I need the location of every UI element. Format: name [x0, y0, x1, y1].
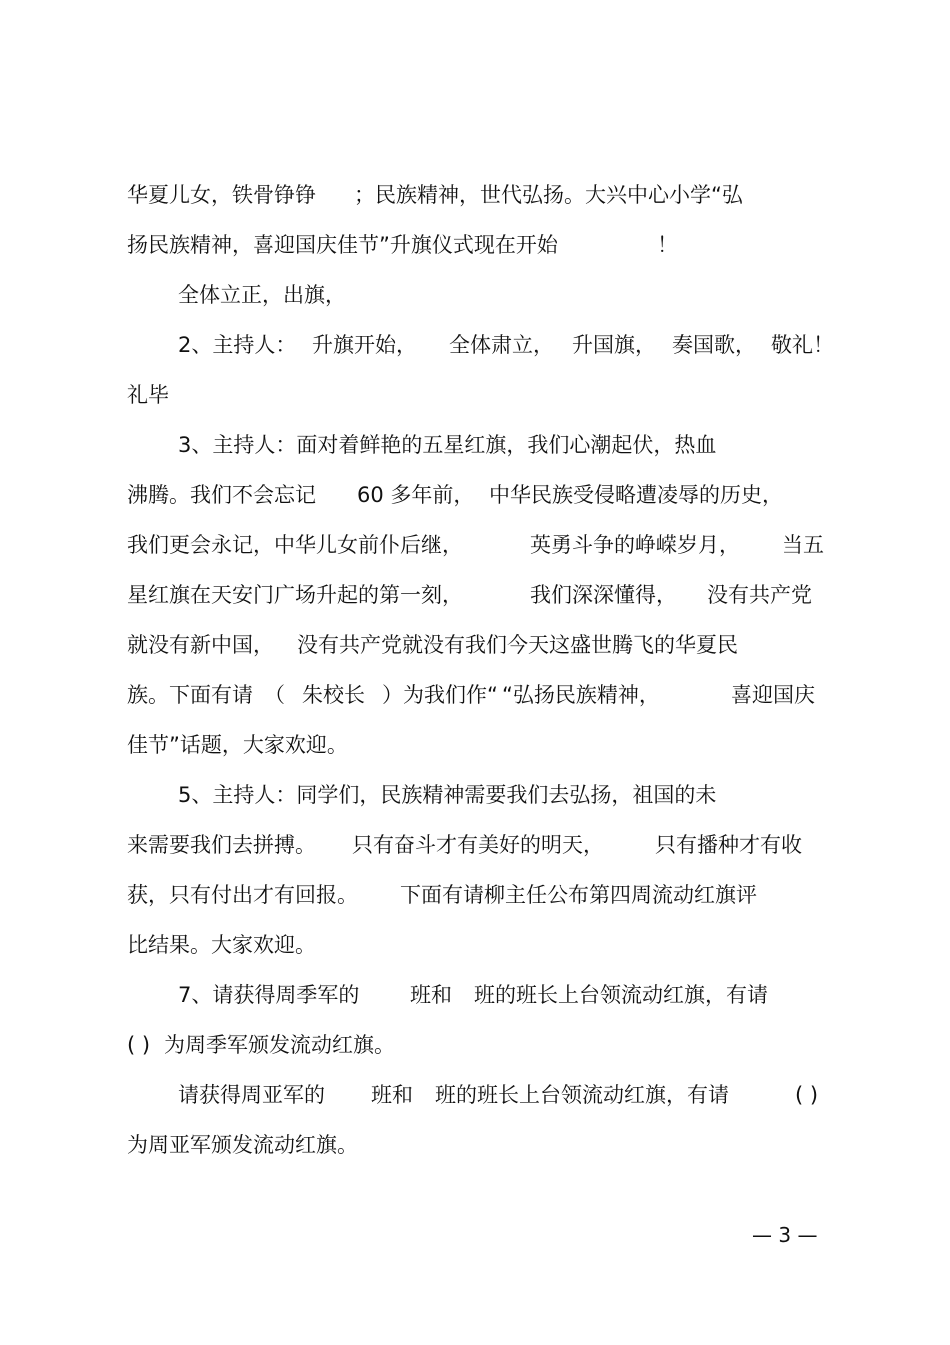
- text-line-9: [0, 580, 950, 610]
- text-line-15: [0, 880, 950, 910]
- text-segment: 班的班长上台领流动红旗，有请: [435, 1083, 729, 1107]
- text-segment: 来需要我们去拼搏。: [127, 833, 316, 857]
- text-segment: 当五: [782, 533, 824, 557]
- text-line-17: [0, 980, 950, 1010]
- text-line-12: [0, 730, 950, 760]
- text-segment: 班和: [371, 1083, 413, 1107]
- text-segment: 7、请获得周季军的: [178, 983, 360, 1007]
- text-line-14: [0, 830, 950, 860]
- text-line-7: [0, 480, 950, 510]
- text-line-4: [0, 330, 950, 360]
- text-line-11: [0, 680, 950, 710]
- text-segment: 请获得周亚军的: [178, 1083, 325, 1107]
- text-line-6: [0, 430, 950, 460]
- text-segment: 3、主持人：面对着鲜艳的五星红旗，我们心潮起伏，热血: [178, 433, 717, 457]
- text-segment: 2、主持人：: [178, 333, 297, 357]
- text-segment: ）为我们作“: [382, 683, 498, 707]
- page-number: — 3 —: [752, 1223, 818, 1247]
- text-line-10: [0, 630, 950, 660]
- text-line-20: [0, 1130, 950, 1160]
- text-segment: 中华民族受侵略遭凌辱的历史，: [489, 483, 783, 507]
- text-segment: 华夏儿女，铁骨铮铮: [127, 183, 316, 207]
- text-segment: ( ): [127, 1033, 151, 1057]
- text-segment: （: [264, 683, 285, 707]
- text-segment: 班的班长上台领流动红旗，有请: [474, 983, 768, 1007]
- text-segment: 班和: [410, 983, 452, 1007]
- text-segment: 我们深深懂得，: [530, 583, 677, 607]
- text-segment: 扬民族精神，喜迎国庆佳节”升旗仪式现在开始: [127, 233, 558, 257]
- text-line-18: [0, 1030, 950, 1060]
- text-line-16: [0, 930, 950, 960]
- text-segment: 族。下面有请: [127, 683, 253, 707]
- text-segment: 下面有请柳主任公布第四周流动红旗评: [400, 883, 757, 907]
- text-segment: “弘扬民族精神，: [502, 683, 660, 707]
- text-segment: 比结果。大家欢迎。: [127, 933, 316, 957]
- text-segment: 沸腾。我们不会忘记: [127, 483, 316, 507]
- text-segment: ( ): [795, 1083, 819, 1107]
- text-segment: 为周亚军颁发流动红旗。: [127, 1133, 358, 1157]
- text-line-2: [0, 230, 950, 260]
- text-segment: 获，只有付出才有回报。: [127, 883, 358, 907]
- text-segment: ；民族精神，世代弘扬。大兴中心小学“弘: [354, 183, 743, 207]
- text-segment: 朱校长: [302, 683, 365, 707]
- text-segment: 为周季军颁发流动红旗。: [164, 1033, 395, 1057]
- text-line-13: [0, 780, 950, 810]
- text-segment: 敬礼！: [771, 333, 834, 357]
- text-line-5: [0, 380, 950, 410]
- text-segment: ！: [657, 233, 678, 257]
- text-segment: 喜迎国庆: [731, 683, 815, 707]
- text-segment: 全体肃立，: [449, 333, 554, 357]
- text-segment: 升旗开始，: [312, 333, 417, 357]
- text-segment: 5、主持人：同学们，民族精神需要我们去弘扬，祖国的未: [178, 783, 717, 807]
- text-line-19: [0, 1080, 950, 1110]
- text-segment: 奏国歌，: [672, 333, 756, 357]
- text-line-1: [0, 180, 950, 210]
- text-segment: 60 多年前，: [357, 483, 475, 507]
- text-segment: 没有共产党就没有我们今天这盛世腾飞的华夏民: [297, 633, 738, 657]
- text-segment: 只有播种才有收: [655, 833, 802, 857]
- text-segment: 就没有新中国，: [127, 633, 274, 657]
- text-segment: 星红旗在天安门广场升起的第一刻，: [127, 583, 463, 607]
- text-segment: 升国旗，: [572, 333, 656, 357]
- text-segment: 英勇斗争的峥嵘岁月，: [530, 533, 740, 557]
- text-segment: 没有共产党: [707, 583, 812, 607]
- text-segment: 全体立正，出旗，: [178, 283, 346, 307]
- text-segment: 只有奋斗才有美好的明天，: [352, 833, 604, 857]
- text-line-8: [0, 530, 950, 560]
- text-segment: 礼毕: [127, 383, 169, 407]
- text-segment: 佳节”话题，大家欢迎。: [127, 733, 348, 757]
- text-segment: 我们更会永记，中华儿女前仆后继，: [127, 533, 463, 557]
- text-line-3: [0, 280, 950, 310]
